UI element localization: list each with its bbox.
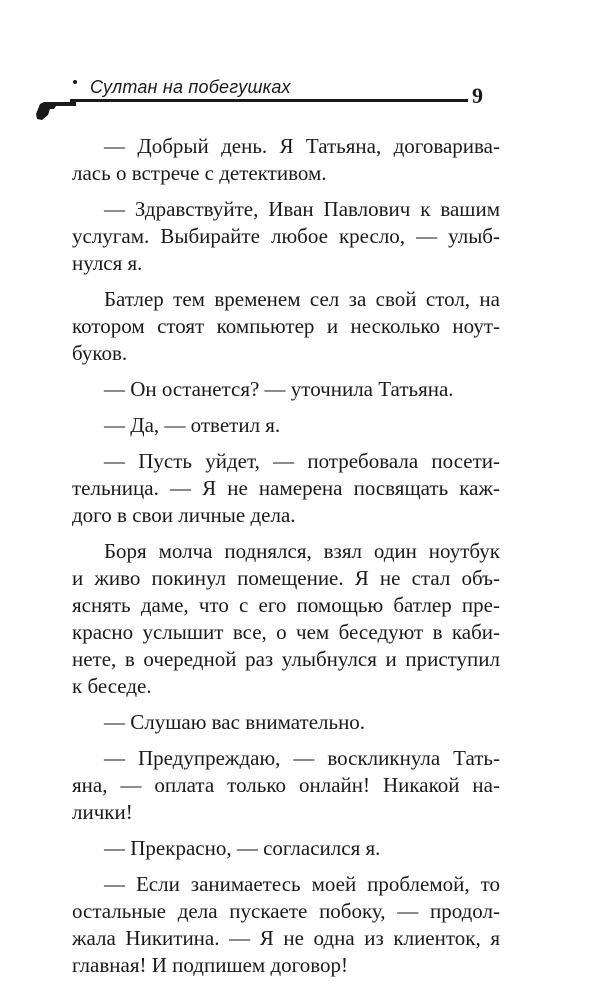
paragraph <box>72 745 500 826</box>
text-line: — Он останется? — уточнила Татьяна. <box>104 377 454 401</box>
text-line: — Если занимаетесь моей проблемой, то <box>104 872 500 896</box>
page-body <box>72 133 500 988</box>
text-line: услугам. Выбирайте любое кресло, — улыб- <box>72 224 500 248</box>
paragraph <box>72 538 500 700</box>
text-line: — Слушаю вас внимательно. <box>104 710 366 734</box>
text-line: и живо покинул помещение. Я не стал объ- <box>72 566 500 590</box>
paragraph <box>72 196 500 277</box>
paragraph <box>72 412 500 439</box>
header-dot <box>73 80 77 84</box>
text-line: буков. <box>72 341 128 365</box>
text-line: котором стоят компьютер и несколько ноут- <box>72 314 500 338</box>
text-line: тельница. — Я не намерена посвящать каж- <box>72 476 500 500</box>
page-number: 9 <box>472 83 483 108</box>
text-line: яна, — оплата только онлайн! Никакой на- <box>72 773 500 797</box>
header-rule <box>70 99 468 102</box>
text-line: — Здравствуйте, Иван Павлович к вашим <box>104 197 500 221</box>
text-line: дого в свои личные дела. <box>72 503 296 527</box>
text-line: нулся я. <box>72 251 143 275</box>
revolver-icon <box>34 96 78 122</box>
paragraph <box>72 871 500 979</box>
text-line: — Пусть уйдет, — потребовала посети- <box>104 449 500 473</box>
text-line: главная! И подпишем договор! <box>72 953 349 977</box>
paragraph <box>72 835 500 862</box>
text-line: жала Никитина. — Я не одна из клиенток, я <box>72 926 500 950</box>
text-line: — Предупреждаю, — воскликнула Тать- <box>104 746 500 770</box>
paragraph <box>72 709 500 736</box>
text-line: лась о встрече с детективом. <box>72 161 327 185</box>
text-line: яснять даме, что с его помощью батлер пре- <box>72 593 500 617</box>
text-line: нете, в очередной раз улыбнулся и приступил <box>72 647 500 671</box>
text-line: — Да, — ответил я. <box>104 413 281 437</box>
text-line: — Добрый день. Я Татьяна, договарива- <box>104 134 500 158</box>
text-line: Батлер тем временем сел за свой стол, на <box>104 287 500 311</box>
text-line: Боря молча поднялся, взял один ноутбук <box>104 539 500 563</box>
running-header <box>0 0 605 120</box>
paragraph <box>72 133 500 187</box>
paragraph <box>72 448 500 529</box>
text-line: к беседе. <box>72 674 152 698</box>
book-title: Султан на побегушках <box>90 77 291 97</box>
text-line: лички! <box>72 800 133 824</box>
text-line: красно услышит все, о чем беседуют в каби- <box>72 620 500 644</box>
text-line: — Прекрасно, — согласился я. <box>104 836 381 860</box>
text-line: остальные дела пускаете побоку, — продол- <box>72 899 500 923</box>
paragraph <box>72 376 500 403</box>
paragraph <box>72 286 500 367</box>
